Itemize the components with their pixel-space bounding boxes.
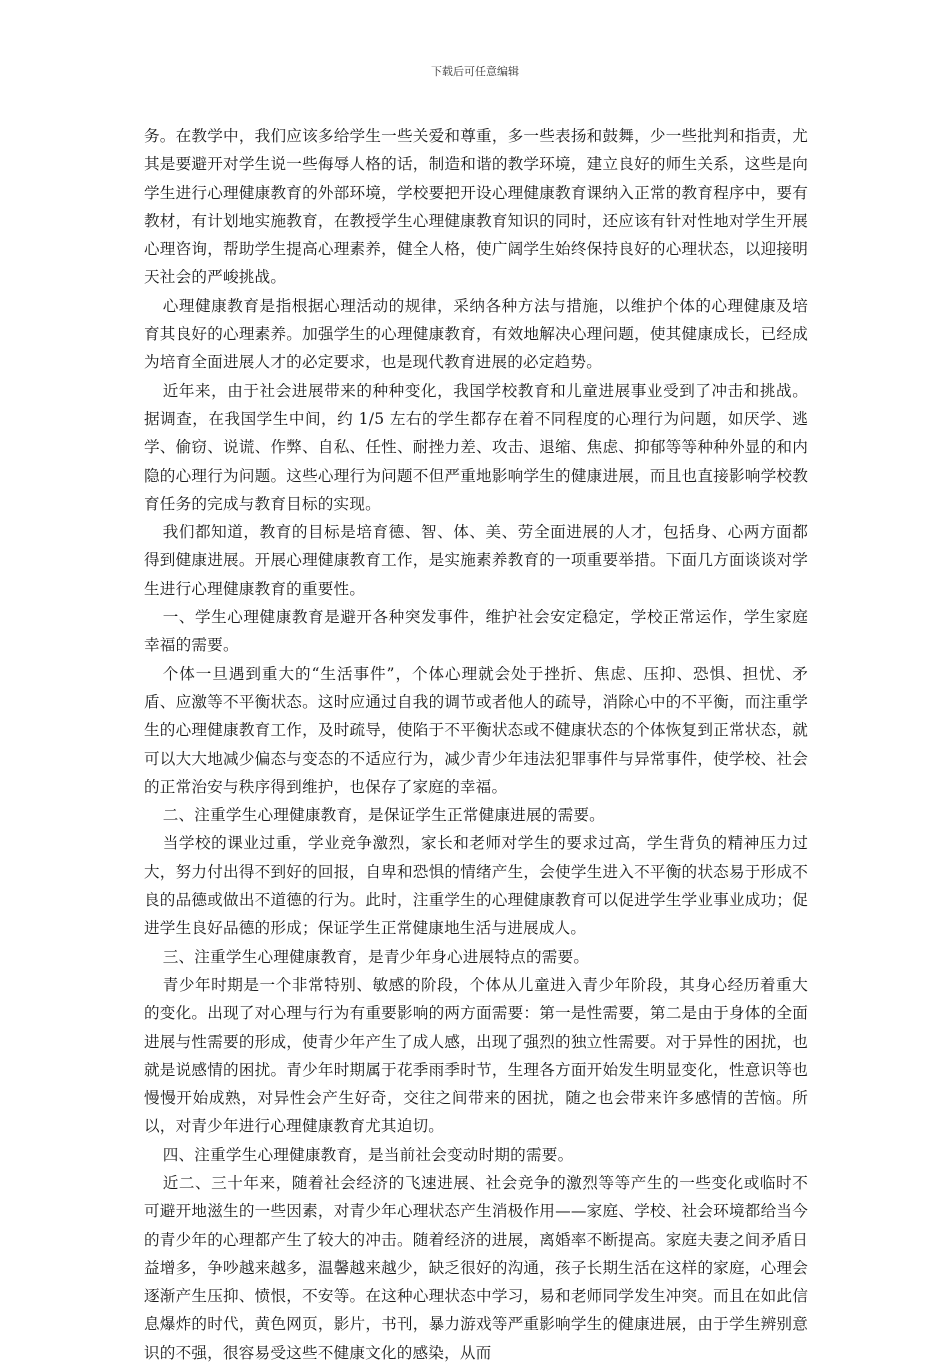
page-header-note: 下载后可任意编辑 — [431, 65, 519, 78]
section-heading: 四、注重学生心理健康教育，是当前社会变动时期的需要。 — [162, 1145, 574, 1164]
paragraph: 务。在教学中，我们应该多给学生一些关爱和尊重，多一些表扬和鼓舞，少一些批判和指责，尤其是要避开对学生说一些侮辱人格的话，制造和谐的教学环境，建立良好的师生关系，这些是向学生进行心理健康教育的外部环境，学校要把开设心理健康教育课纳入正常的教育程序中，要有教材，有计划地实施教育，在教授学生心理健康教育知识的同时，还应该有针对性地对学生开展心理咨询，帮助学生提高心理素养，健全人格，使广阔学生始终保持良好的心理状态，以迎接明天社会的严峻挑战。 — [144, 127, 808, 287]
paragraph: 近二、三十年来，随着社会经济的飞速进展、社会竞争的激烈等等产生的一些变化或临时不可避开地滋生的一些因素，对青少年心理状态产生消极作用——家庭、学校、社会环境都给当今的青少年的心理都产生了较大的冲击。随着经济的进展，离婚率不断提高。家庭夫妻之间矛盾日益增多，争吵越来越多，温馨越来越少，缺乏很好的沟通，孩子长期生活在这样的家庭，心理会逐渐产生压抑、愤恨，不安等。在这种心理状态中学习，易和老师同学发生冲突。而且在如此信息爆炸的时代，黄色网页，影片，书刊，暴力游戏等严重影响学生的健康进展，由于学生辨别意识的不强，很容易受这些不健康文化的感染，从而 — [144, 1173, 808, 1362]
document-body — [144, 122, 808, 1367]
section-heading: 三、注重学生心理健康教育，是青少年身心进展特点的需要。 — [162, 947, 590, 966]
section-heading: 二、注重学生心理健康教育，是保证学生正常健康进展的需要。 — [162, 806, 605, 825]
section-heading: 一、学生心理健康教育是避开各种突发事件，维护社会安定稳定，学校正常运作，学生家庭幸福的需要。 — [144, 608, 808, 655]
paragraph: 个体一旦遇到重大的“生活事件”，个体心理就会处于挫折、焦虑、压抑、恐惧、担忧、矛盾、应激等不平衡状态。这时应通过自我的调节或者他人的疏导，消除心中的不平衡，而注重学生的心理健康教育工作，及时疏导，使陷于不平衡状态或不健康状态的个体恢复到正常状态，就可以大大地减少偏态与变态的不适应行为，减少青少年违法犯罪事件与异常事件，使学校、社会的正常治安与秩序得到维护，也保存了家庭的幸福。 — [144, 664, 808, 796]
paragraph: 当学校的课业过重，学业竞争激烈，家长和老师对学生的要求过高，学生背负的精神压力过大，努力付出得不到好的回报，自卑和恐惧的情绪产生，会使学生进入不平衡的状态易于形成不良的品德或做出不道德的行为。此时，注重学生的心理健康教育可以促进学生学业事业成功；促进学生良好品德的形成；保证学生正常健康地生活与进展成人。 — [144, 834, 808, 938]
paragraph: 心理健康教育是指根据心理活动的规律，采纳各种方法与措施，以维护个体的心理健康及培育其良好的心理素养。加强学生的心理健康教育，有效地解决心理问题，使其健康成长，已经成为培育全面进展人才的必定要求，也是现代教育进展的必定趋势。 — [144, 296, 808, 372]
paragraph: 近年来，由于社会进展带来的种种变化，我国学校教育和儿童进展事业受到了冲击和挑战。据调查，在我国学生中间，约 1/5 左右的学生都存在着不同程度的心理行为问题，如厌学、逃学、偷窃、说谎、作弊、自私、任性、耐挫力差、攻击、退缩、焦虑、抑郁等等种种外显的和内隐的心理行为问题。这些心理行为问题不但严重地影响学生的健康进展，而且也直接影响学校教育任务的完成与教育目标的实现。 — [144, 381, 808, 513]
paragraph: 我们都知道，教育的目标是培育德、智、体、美、劳全面进展的人才，包括身、心两方面都得到健康进展。开展心理健康教育工作，是实施素养教育的一项重要举措。下面几方面谈谈对学生进行心理健康教育的重要性。 — [144, 523, 808, 598]
paragraph: 青少年时期是一个非常特别、敏感的阶段，个体从儿童进入青少年阶段，其身心经历着重大的变化。出现了对心理与行为有重要影响的两方面需要：第一是性需要，第二是由于身体的全面进展与性需要的形成，使青少年产生了成人感，出现了强烈的独立性需要。对于异性的困扰，也就是说感情的困扰。青少年时期属于花季雨季时节，生理各方面开始发生明显变化，性意识等也慢慢开始成熟，对异性会产生好奇，交往之间带来的困扰，随之也会带来许多感情的苦恼。所以，对青少年进行心理健康教育尤其迫切。 — [144, 975, 808, 1136]
